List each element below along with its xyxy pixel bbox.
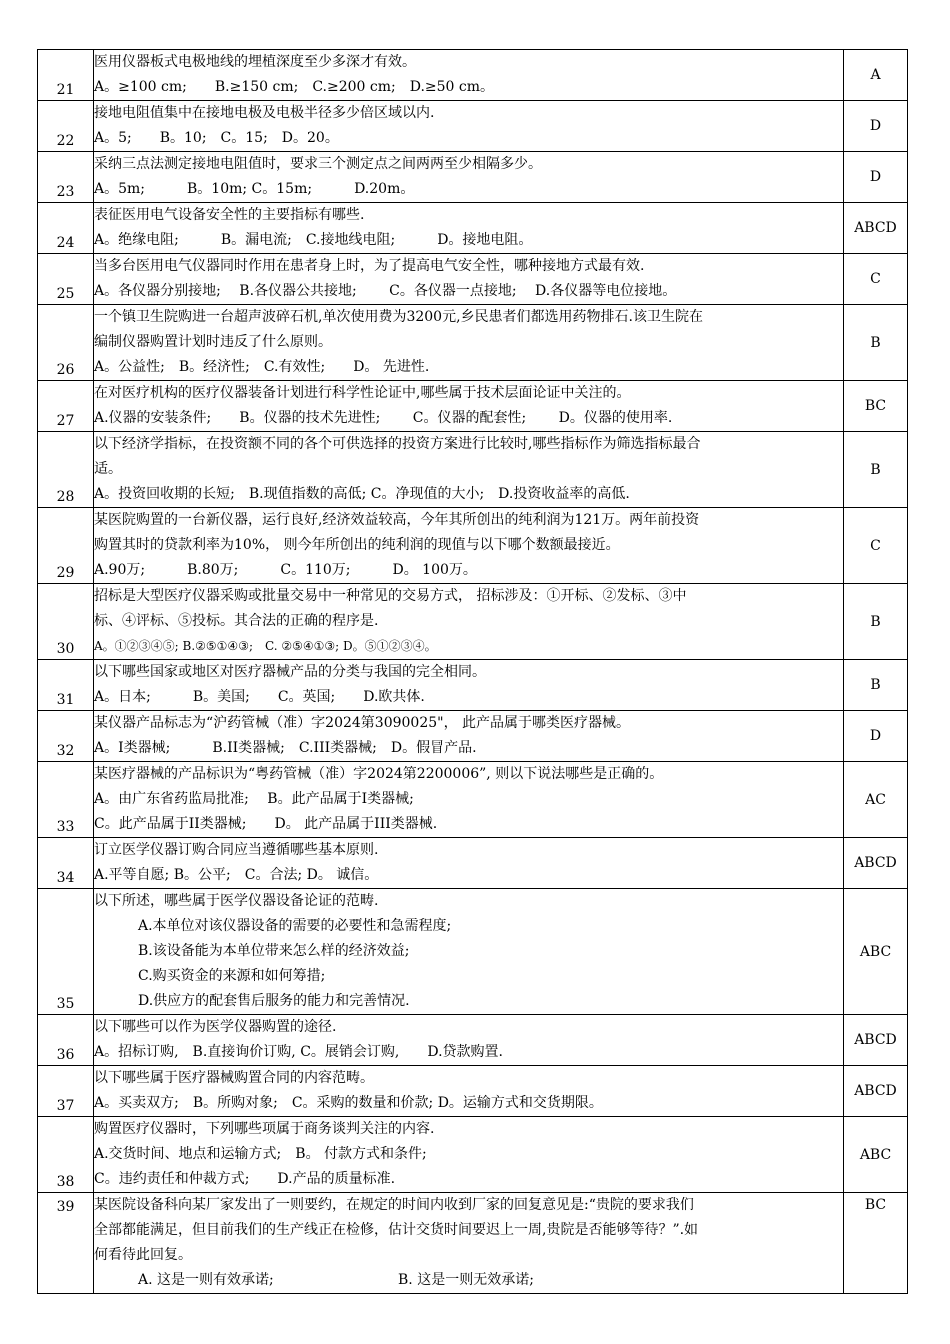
question-line: 某医院设备科向某厂家发出了一则要约，在规定的时间内收到厂家的回复意见是:“贵院的要求我们 xyxy=(94,1197,694,1213)
option-a: A. 这是一则有效承诺; xyxy=(138,1272,274,1288)
answer-cell: BC xyxy=(844,1193,908,1294)
question-number: 28 xyxy=(38,432,94,508)
answer-cell: C xyxy=(844,508,908,584)
table-row xyxy=(38,762,908,838)
answer-cell: BC xyxy=(844,381,908,432)
options-line: A。招标订购, B.直接询价订购, C。展销会订购, D.贷款购置. xyxy=(94,1044,503,1060)
question-line: 在对医疗机构的医疗仪器装备计划进行科学性论证中,哪些属于技术层面论证中关注的。 xyxy=(94,385,631,401)
options-line: A。①②③④⑤; B.②⑤①④③; C. ②⑤④①③; D。⑤①②③④。 xyxy=(94,639,437,653)
question-line: 标、④评标、⑤投标。其合法的正确的程序是. xyxy=(94,613,379,629)
options-line: C。违约责任和仲裁方式; D.产品的质量标准. xyxy=(94,1171,396,1187)
options-line: B.该设备能为本单位带来怎么样的经济效益; xyxy=(138,943,410,959)
question-number: 35 xyxy=(38,889,94,1015)
answer-cell: ABCD xyxy=(844,1015,908,1066)
question-line: 购置医疗仪器时，下列哪些项属于商务谈判关注的内容. xyxy=(94,1121,435,1137)
question-text xyxy=(94,1117,844,1193)
options-line: A.90万; B.80万; C。110万; D。 100万。 xyxy=(94,562,477,578)
table-row xyxy=(38,254,908,305)
options-line: A。由广东省药监局批准; B。此产品属于I类器械; xyxy=(94,791,414,807)
table-row xyxy=(38,711,908,762)
answer-cell: B xyxy=(844,305,908,381)
question-text xyxy=(94,660,844,711)
table-row xyxy=(38,584,908,660)
question-line: 某仪器产品标志为“沪药管械（准）字2024第3090025"， 此产品属于哪类医疗器械。 xyxy=(94,715,631,731)
question-number: 32 xyxy=(38,711,94,762)
question-line: 医用仪器板式电极地线的埋植深度至少多深才有效。 xyxy=(94,54,416,70)
question-text xyxy=(94,381,844,432)
question-line: 某医疗器械的产品标识为“粤药管械（准）字2024第2200006”, 则以下说法哪些是正确的。 xyxy=(94,766,664,782)
table-row xyxy=(38,660,908,711)
answer-cell: D xyxy=(844,152,908,203)
answer-cell: ABCD xyxy=(844,203,908,254)
question-number: 27 xyxy=(38,381,94,432)
question-number: 38 xyxy=(38,1117,94,1193)
options-line: A。I类器械; B.II类器械; C.III类器械; D。假冒产品. xyxy=(94,740,477,756)
question-line: 采纳三点法测定接地电阻值时，要求三个测定点之间两两至少相隔多少。 xyxy=(94,156,542,172)
table-row xyxy=(38,1015,908,1066)
question-line: 订立医学仪器订购合同应当遵循哪些基本原则. xyxy=(94,842,379,858)
question-number: 31 xyxy=(38,660,94,711)
options-line: A。投资回收期的长短; B.现值指数的高低; C。净现值的大小; D.投资收益率的高低. xyxy=(94,486,630,502)
options-line: A。绝缘电阻; B。漏电流; C.接地线电阻; D。接地电阻。 xyxy=(94,232,533,248)
question-text xyxy=(94,101,844,152)
question-text xyxy=(94,889,844,1015)
question-number: 37 xyxy=(38,1066,94,1117)
question-line: 一个镇卫生院购进一台超声波碎石机,单次使用费为3200元,乡民患者们都选用药物排石.该卫生院在 xyxy=(94,309,703,325)
question-line: 适。 xyxy=(94,461,122,477)
question-number: 26 xyxy=(38,305,94,381)
answer-cell: B xyxy=(844,584,908,660)
table-row xyxy=(38,381,908,432)
question-line: 招标是大型医疗仪器采购或批量交易中一种常见的交易方式， 招标涉及：①开标、②发标、③中 xyxy=(94,588,687,604)
question-text xyxy=(94,432,844,508)
question-line: 购置其时的贷款利率为10%， 则今年所创出的纯利润的现值与以下哪个数额最接近。 xyxy=(94,537,620,553)
question-text xyxy=(94,1066,844,1117)
table-row xyxy=(38,889,908,1015)
question-line: 以下哪些属于医疗器械购置合同的内容范畴。 xyxy=(94,1070,374,1086)
answer-cell: C xyxy=(844,254,908,305)
table-row xyxy=(38,838,908,889)
options-line: A.本单位对该仪器设备的需要的必要性和急需程度; xyxy=(138,918,452,934)
question-number: 21 xyxy=(38,50,94,101)
question-number: 39 xyxy=(38,1193,94,1294)
answer-cell: D xyxy=(844,101,908,152)
table-row xyxy=(38,101,908,152)
question-table xyxy=(37,49,908,1294)
question-text xyxy=(94,584,844,660)
question-number: 29 xyxy=(38,508,94,584)
options-line: A。各仪器分别接地; B.各仪器公共接地; C。各仪器一点接地; D.各仪器等电位接地。 xyxy=(94,283,677,299)
options-line: A.交货时间、地点和运输方式; B。 付款方式和条件; xyxy=(94,1146,427,1162)
question-number: 33 xyxy=(38,762,94,838)
question-line: 当多台医用电气仪器同时作用在患者身上时，为了提高电气安全性，哪种接地方式最有效. xyxy=(94,258,645,274)
answer-cell: A xyxy=(844,50,908,101)
answer-cell: D xyxy=(844,711,908,762)
table-row xyxy=(38,152,908,203)
options-line: A。公益性; B。经济性; C.有效性; D。 先进性. xyxy=(94,359,430,375)
table-row xyxy=(38,1117,908,1193)
options-line: A.平等自愿; B。公平; C。合法; D。 诚信。 xyxy=(94,867,379,883)
question-number: 24 xyxy=(38,203,94,254)
question-text xyxy=(94,203,844,254)
options-line: C.购买资金的来源和如何筹措; xyxy=(138,968,326,984)
question-line: 以下哪些国家或地区对医疗器械产品的分类与我国的完全相同。 xyxy=(94,664,486,680)
question-text xyxy=(94,762,844,838)
question-number: 22 xyxy=(38,101,94,152)
question-text xyxy=(94,152,844,203)
question-number: 30 xyxy=(38,584,94,660)
options-line: D.供应方的配套售后服务的能力和完善情况. xyxy=(138,993,410,1009)
question-line: 以下所述，哪些属于医学仪器设备论证的范畴. xyxy=(94,893,379,909)
table-row xyxy=(38,50,908,101)
table-row xyxy=(38,1066,908,1117)
table-row xyxy=(38,508,908,584)
options-line: A。5m; B。10m; C。15m; D.20m。 xyxy=(94,181,415,197)
question-text xyxy=(94,1015,844,1066)
table-row xyxy=(38,305,908,381)
options-line: A。5; B。10; C。15; D。20。 xyxy=(94,130,339,146)
option-b: B. 这是一则无效承诺; xyxy=(398,1272,534,1288)
options-line xyxy=(94,1268,843,1293)
question-text xyxy=(94,50,844,101)
question-text xyxy=(94,254,844,305)
answer-cell: AC xyxy=(844,762,908,838)
options-line: A。≥100 cm; B.≥150 cm; C.≥200 cm; D.≥50 cm。 xyxy=(94,79,495,95)
question-line: 以下哪些可以作为医学仪器购置的途径. xyxy=(94,1019,337,1035)
answer-cell: B xyxy=(844,432,908,508)
answer-cell: ABCD xyxy=(844,838,908,889)
question-number: 25 xyxy=(38,254,94,305)
options-line: A。买卖双方; B。所购对象; C。采购的数量和价款; D。运输方式和交货期限。 xyxy=(94,1095,603,1111)
options-line: A。日本; B。美国; C。英国; D.欧共体. xyxy=(94,689,425,705)
question-line: 接地电阻值集中在接地电极及电极半径多少倍区域以内. xyxy=(94,105,435,121)
question-text xyxy=(94,711,844,762)
table-row xyxy=(38,203,908,254)
answer-cell: ABC xyxy=(844,1117,908,1193)
question-line: 编制仪器购置计划时违反了什么原则。 xyxy=(94,334,332,350)
question-number: 36 xyxy=(38,1015,94,1066)
question-text xyxy=(94,838,844,889)
question-line: 全部都能满足，但目前我们的生产线正在检修，估计交货时间要迟上一周,贵院是否能够等待？”.如 xyxy=(94,1222,699,1238)
question-text xyxy=(94,305,844,381)
options-line: C。此产品属于II类器械; D。 此产品属于III类器械. xyxy=(94,816,438,832)
question-text xyxy=(94,1193,844,1294)
table-row xyxy=(38,1193,908,1294)
question-number: 34 xyxy=(38,838,94,889)
question-line: 何看待此回复。 xyxy=(94,1247,192,1263)
options-line: A.仪器的安装条件; B。仪器的技术先进性; C。仪器的配套性; D。仪器的使用率. xyxy=(94,410,673,426)
question-line: 以下经济学指标，在投资额不同的各个可供选择的投资方案进行比较时,哪些指标作为筛选指标最合 xyxy=(94,436,701,452)
table-row xyxy=(38,432,908,508)
answer-cell: ABC xyxy=(844,889,908,1015)
question-number: 23 xyxy=(38,152,94,203)
question-text xyxy=(94,508,844,584)
answer-cell: ABCD xyxy=(844,1066,908,1117)
answer-cell: B xyxy=(844,660,908,711)
question-line: 某医院购置的一台新仪器，运行良好,经济效益较高，今年其所创出的纯利润为121万。两年前投资 xyxy=(94,512,700,528)
question-line: 表征医用电气设备安全性的主要指标有哪些. xyxy=(94,207,365,223)
